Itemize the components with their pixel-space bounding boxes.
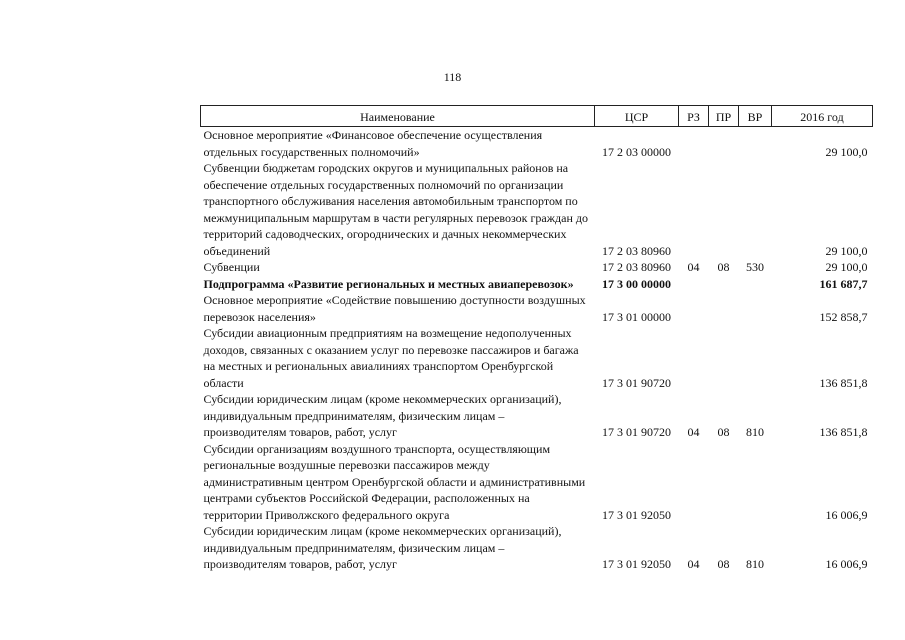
header-rz: РЗ xyxy=(679,106,709,127)
header-pr: ПР xyxy=(709,106,739,127)
budget-table xyxy=(200,105,873,573)
row-vr xyxy=(739,127,772,161)
row-name: Субвенции бюджетам городских округов и муниципальных районов на обеспечение отдельных государственных полномочий по организации транспортного обслуживания населения автомобильным транспортом по межмуниципальным маршрутам в части регулярных перевозок граждан до территорий садоводческих, огороднических и дачных некоммерческих объединений xyxy=(203,161,589,258)
table-body xyxy=(201,127,873,573)
row-amount: 29 100,0 xyxy=(825,144,868,159)
header-csr: ЦСР xyxy=(595,106,679,127)
row-pr xyxy=(709,292,739,325)
row-name: Основное мероприятие «Финансовое обеспечение осуществления отдельных государственных полномочий» xyxy=(203,128,543,159)
row-csr: 17 3 01 92050 xyxy=(602,557,671,571)
row-amount: 16 006,9 xyxy=(825,507,868,522)
row-csr: 17 2 03 80960 xyxy=(602,243,671,258)
header-name: Наименование xyxy=(201,106,595,127)
row-rz xyxy=(679,325,709,391)
row-csr: 17 3 00 00000 xyxy=(602,276,671,291)
row-name: Подпрограмма «Развитие региональных и местных авиаперевозок» xyxy=(203,276,574,291)
row-amount: 161 687,7 xyxy=(819,276,868,291)
row-vr xyxy=(739,276,772,293)
row-name: Субсидии организациям воздушного транспорта, осуществляющим региональные воздушные перевозки пассажиров между административным центром Оренбургской области и административными центрами субъектов Российской Федерации, расположенных на территории Приволжского федерального округа xyxy=(203,441,586,522)
row-vr xyxy=(739,325,772,391)
table-header xyxy=(201,106,873,127)
row-csr: 17 3 01 90720 xyxy=(602,375,671,390)
row-pr xyxy=(709,325,739,391)
row-pr xyxy=(709,441,739,524)
row-pr: 08 xyxy=(717,425,730,439)
row-rz xyxy=(679,276,709,293)
row-amount: 16 006,9 xyxy=(825,557,868,571)
row-vr: 810 xyxy=(746,425,764,439)
row-rz xyxy=(679,292,709,325)
row-csr: 17 3 01 92050 xyxy=(602,507,671,522)
row-vr: 810 xyxy=(746,557,764,571)
row-rz: 04 xyxy=(687,425,700,439)
row-vr xyxy=(739,441,772,524)
row-pr: 08 xyxy=(717,260,730,274)
row-pr: 08 xyxy=(717,557,730,571)
header-year: 2016 год xyxy=(772,106,873,127)
table-row xyxy=(201,325,873,391)
row-name: Субвенции xyxy=(203,260,260,274)
table-row xyxy=(201,127,873,161)
row-rz xyxy=(679,441,709,524)
row-name: Субсидии юридическим лицам (кроме некоммерческих организаций), индивидуальным предпринимателям, физическим лицам – производителям товаров, работ, услуг xyxy=(203,524,562,571)
row-amount: 152 858,7 xyxy=(819,309,868,324)
row-pr xyxy=(709,127,739,161)
row-name: Субсидии юридическим лицам (кроме некоммерческих организаций), индивидуальным предпринимателям, физическим лицам – производителям товаров, работ, услуг xyxy=(203,392,562,439)
row-amount: 29 100,0 xyxy=(825,260,868,274)
table-row xyxy=(201,259,873,276)
row-csr: 17 3 01 90720 xyxy=(602,425,671,439)
row-amount: 29 100,0 xyxy=(825,243,868,258)
row-pr xyxy=(709,160,739,259)
row-rz: 04 xyxy=(687,557,700,571)
table-row xyxy=(201,391,873,441)
table-row xyxy=(201,523,873,573)
table-row xyxy=(201,441,873,524)
row-amount: 136 851,8 xyxy=(819,425,868,439)
row-rz xyxy=(679,127,709,161)
row-vr: 530 xyxy=(746,260,764,274)
header-vr: ВР xyxy=(739,106,772,127)
row-name: Субсидии авиационным предприятиям на возмещение недополученных доходов, связанных с оказанием услуг по перевозке пассажиров и багажа на местных и региональных авиалиниях транспортом Оренбургской области xyxy=(203,326,579,390)
table-row xyxy=(201,292,873,325)
row-name: Основное мероприятие «Содействие повышению доступности воздушных перевозок населения» xyxy=(203,293,586,324)
row-csr: 17 2 03 80960 xyxy=(602,260,671,274)
row-csr: 17 3 01 00000 xyxy=(602,309,671,324)
row-rz xyxy=(679,160,709,259)
row-vr xyxy=(739,160,772,259)
row-vr xyxy=(739,292,772,325)
page-number: 118 xyxy=(443,70,462,84)
row-rz: 04 xyxy=(687,260,700,274)
row-amount: 136 851,8 xyxy=(819,375,868,390)
table-row xyxy=(201,160,873,259)
table-row-subprogram xyxy=(201,276,873,293)
row-pr xyxy=(709,276,739,293)
row-csr: 17 2 03 00000 xyxy=(602,144,671,159)
